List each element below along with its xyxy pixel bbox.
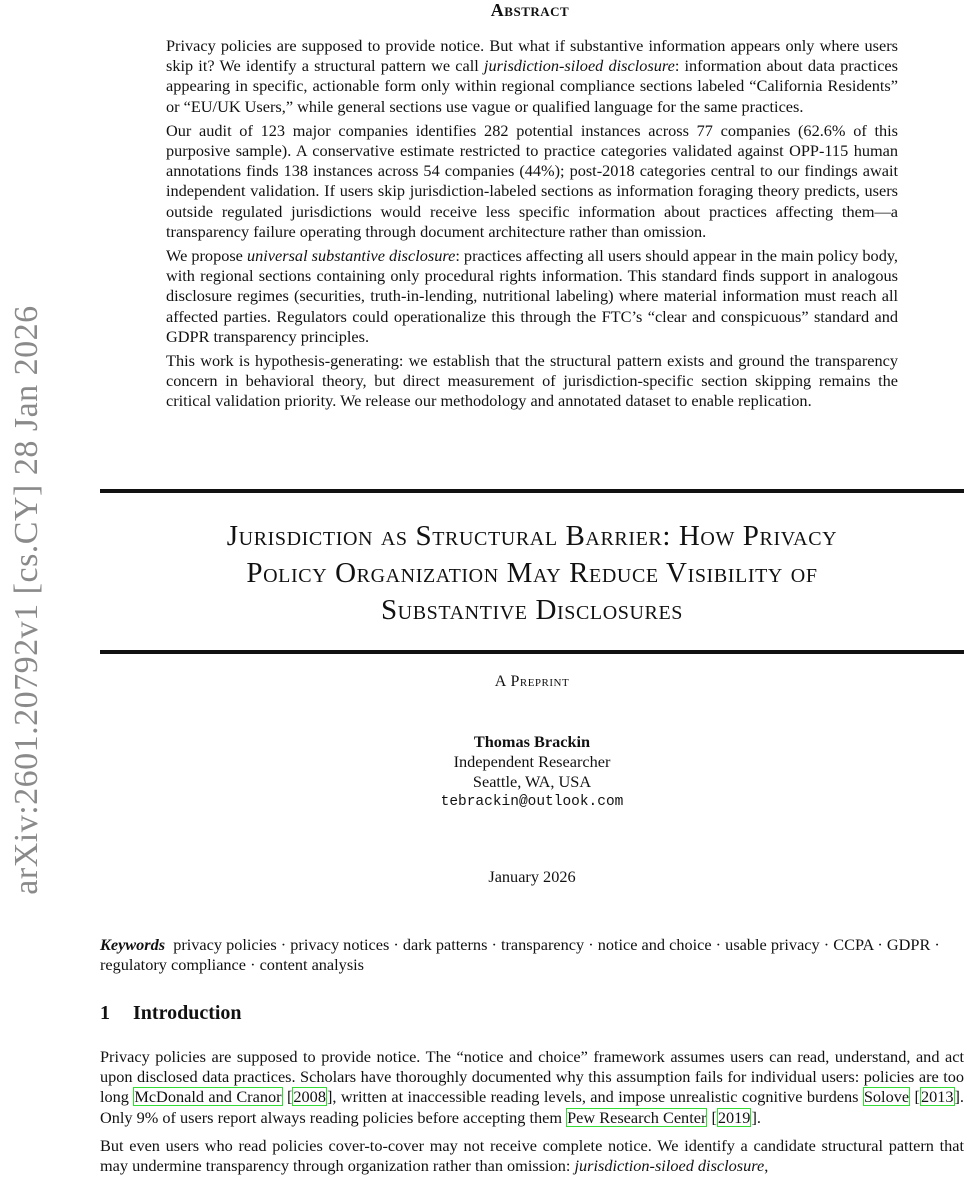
- abstract-heading: Abstract: [490, 0, 570, 20]
- intro-paragraph: [100, 1047, 964, 1128]
- title-rule-bottom: [100, 650, 964, 654]
- intro-text: [: [707, 1107, 717, 1127]
- title-line: Policy Organization May Reduce Visibility of: [246, 557, 818, 589]
- section-heading: [100, 1002, 242, 1025]
- paper-title: [100, 518, 964, 629]
- intro-text: ]. Only 9% of users report always reading policies before accepting them: [100, 1087, 964, 1127]
- abstract-term: universal substantive disclosure: [247, 246, 456, 266]
- abstract-text: : information about data practices appearing in specific, actionable form only within regional compliance sections labeled “California Residents” or “EU/UK Users,” while general sections use vague or qualified language for the same practices.: [166, 56, 898, 116]
- section-number: 1: [100, 1002, 110, 1024]
- intro-text: [: [282, 1087, 293, 1107]
- introduction-body: [100, 1047, 964, 1184]
- title-line: Jurisdiction as Structural Barrier: How Privacy: [226, 520, 838, 552]
- publication-date: January 2026: [488, 867, 576, 886]
- keywords-text: privacy policies · privacy notices · dark patterns · transparency · notice and choice · usable privacy · CCPA · GDPR · regulatory compliance · content analysis: [100, 935, 940, 975]
- arxiv-identifier-text: arXiv:2601.20792v1 [cs.CY] 28 Jan 2026: [8, 305, 45, 895]
- abstract-paragraph: [166, 246, 898, 347]
- author-name: Thomas Brackin: [473, 732, 591, 751]
- author-location: Seattle, WA, USA: [472, 772, 592, 791]
- citation-link[interactable]: McDonald and Cranor: [134, 1087, 282, 1107]
- abstract-paragraph: Our audit of 123 major companies identifies 282 potential instances across 77 companies (62.6% of this purposive sample). A conservative estimate restricted to practice categories validated against OPP-115 human annotations finds 138 instances across 54 companies (44%); post-2018 categories central to our findings await independent validation. If users skip jurisdiction-labeled sections as information foraging theory predicts, users outside regulated jurisdictions would receive less specific information about practices affecting them—a transparency failure operating through document architecture rather than omission.: [166, 120, 898, 241]
- intro-text: Privacy policies are supposed to provide notice. The “notice and choice” framework assumes users can read, understand, and act upon disclosed data practices. Scholars have thoroughly documented why this assumption fails for individual users: policies are too long: [100, 1047, 964, 1107]
- section-title: Introduction: [133, 1002, 242, 1024]
- abstract-text: : practices affecting all users should appear in the main policy body, with regional sections containing only procedural rights information. This standard finds support in analogous disclosure regimes (securities, truth-in-lending, nutritional labeling) where material information must reach all affected parties. Regulators could operationalize this through the FTC’s “clear and conspicuous” standard and GDPR transparency principles.: [166, 246, 898, 346]
- author-block: [100, 732, 964, 812]
- abstract-text: Privacy policies are supposed to provide notice. But what if substantive information appears only where users skip it? We identify a structural pattern we call: [166, 36, 898, 76]
- title-line: Substantive Disclosures: [380, 594, 684, 626]
- intro-text: ,: [764, 1156, 769, 1176]
- citation-link[interactable]: Solove: [863, 1087, 910, 1107]
- intro-text: [: [910, 1087, 920, 1107]
- abstract-paragraph: [166, 36, 898, 117]
- citation-year-link[interactable]: 2013: [920, 1087, 954, 1107]
- abstract-text: We propose: [166, 246, 247, 266]
- abstract-body: [166, 36, 898, 416]
- intro-text: ], written at inaccessible reading levels, and impose unrealistic cognitive burdens: [326, 1087, 863, 1107]
- abstract-term: jurisdiction-siloed disclosure: [483, 56, 675, 76]
- abstract-paragraph: This work is hypothesis-generating: we establish that the structural pattern exists and ground the transparency concern in behavioral theory, but direct measurement of jurisdiction-specific section skipping remains the critical validation priority. We release our methodology and annotated dataset to enable replication.: [166, 351, 898, 411]
- intro-paragraph: [100, 1136, 964, 1176]
- intro-term: jurisdiction-siloed disclosure: [574, 1156, 765, 1176]
- title-rule-top: [100, 489, 964, 493]
- citation-year-link[interactable]: 2008: [293, 1087, 326, 1107]
- intro-text: ].: [751, 1107, 761, 1127]
- author-affiliation: Independent Researcher: [453, 752, 611, 771]
- author-email[interactable]: tebrackin@outlook.com: [440, 794, 624, 810]
- citation-year-link[interactable]: 2019: [717, 1107, 751, 1127]
- preprint-label: A Preprint: [494, 673, 570, 690]
- intro-text: But even users who read policies cover-to-cover may not receive complete notice. We identify a candidate structural pattern that may undermine transparency through organization rather than omission:: [100, 1135, 964, 1176]
- keywords-label: Keywords: [100, 935, 166, 954]
- keywords: [100, 935, 964, 975]
- citation-link[interactable]: Pew Research Center: [567, 1107, 707, 1127]
